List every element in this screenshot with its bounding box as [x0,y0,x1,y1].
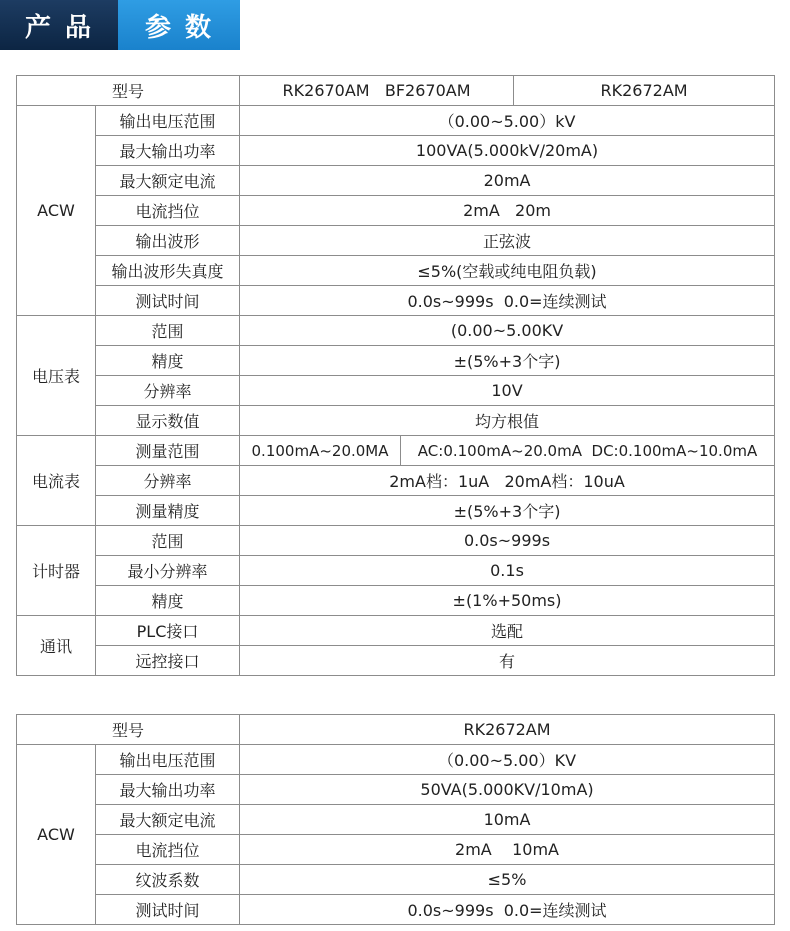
table-row [17,226,775,256]
header-model: RK2672AM [240,715,775,745]
table-row [17,466,775,496]
param-label: 最小分辨率 [96,556,240,586]
param-label: 输出电压范围 [96,745,240,775]
group-label-voltmeter: 电压表 [17,316,96,436]
param-value: 20mA [240,166,775,196]
param-value: 0.0s~999s [240,526,775,556]
header-label: 型号 [17,715,240,745]
header-row [17,76,775,106]
param-value: 10V [240,376,775,406]
param-value: 100VA(5.000kV/20mA) [240,136,775,166]
group-label-comm: 通讯 [17,616,96,676]
param-label: 电流挡位 [96,835,240,865]
param-label: 范围 [96,316,240,346]
param-label: 测量范围 [96,436,240,466]
spec-table-rk2670am [16,75,775,676]
param-label: 分辨率 [96,376,240,406]
table-row [17,376,775,406]
header-row [17,715,775,745]
group-label-timer: 计时器 [17,526,96,616]
table-row [17,586,775,616]
param-value: （0.00~5.00）KV [240,745,775,775]
header-model-a: RK2670AM BF2670AM [240,76,514,106]
param-label: 显示数值 [96,406,240,436]
table-row [17,775,775,805]
param-value: 选配 [240,616,775,646]
param-value: ±(5%+3个字) [240,496,775,526]
banner-title-part1: 产品 [0,0,118,50]
param-value: 50VA(5.000KV/10mA) [240,775,775,805]
table-row [17,496,775,526]
param-label: 输出波形 [96,226,240,256]
param-label: 纹波系数 [96,865,240,895]
param-value: (0.00~5.00KV [240,316,775,346]
table-row [17,256,775,286]
table-row [17,646,775,676]
banner-title-part2: 参数 [118,0,240,50]
table-row [17,406,775,436]
table-row [17,286,775,316]
param-value: ±(5%+3个字) [240,346,775,376]
table-row [17,745,775,775]
table-row [17,616,775,646]
table-row [17,835,775,865]
param-label: 最大额定电流 [96,166,240,196]
group-label-acw: ACW [17,106,96,316]
table-row [17,346,775,376]
table-row [17,316,775,346]
param-value: 0.1s [240,556,775,586]
table-row [17,196,775,226]
table-row [17,556,775,586]
param-value: 2mA档：1uA 20mA档：10uA [240,466,775,496]
param-label: 远控接口 [96,646,240,676]
param-label: 范围 [96,526,240,556]
param-value: ≤5%(空载或纯电阻负载) [240,256,775,286]
param-label: 最大输出功率 [96,136,240,166]
table-row [17,166,775,196]
table-row [17,436,775,466]
param-label: 测量精度 [96,496,240,526]
param-value: 有 [240,646,775,676]
group-label-acw: ACW [17,745,96,925]
param-value: （0.00~5.00）kV [240,106,775,136]
param-label: 精度 [96,346,240,376]
group-label-ammeter: 电流表 [17,436,96,526]
param-label: 分辨率 [96,466,240,496]
param-label: 输出波形失真度 [96,256,240,286]
param-value: ≤5% [240,865,775,895]
param-value-range-b: AC:0.100mA~20.0mA DC:0.100mA~10.0mA [401,436,775,466]
param-value: 10mA [240,805,775,835]
param-value: 0.0s~999s 0.0=连续测试 [240,286,775,316]
param-value: 正弦波 [240,226,775,256]
param-label: 最大额定电流 [96,805,240,835]
table-row [17,805,775,835]
param-value: ±(1%+50ms) [240,586,775,616]
table-row [17,136,775,166]
table-row [17,865,775,895]
param-label: 电流挡位 [96,196,240,226]
param-value-range-a: 0.100mA~20.0MA [240,436,401,466]
section-banner [0,0,240,50]
table-row [17,895,775,925]
param-label: 最大输出功率 [96,775,240,805]
param-label: PLC接口 [96,616,240,646]
param-label: 精度 [96,586,240,616]
param-label: 测试时间 [96,286,240,316]
param-label: 输出电压范围 [96,106,240,136]
header-model-b: RK2672AM [514,76,775,106]
param-value: 2mA 20m [240,196,775,226]
table-row [17,526,775,556]
spec-table-rk2672am [16,714,775,925]
param-value: 2mA 10mA [240,835,775,865]
param-label: 测试时间 [96,895,240,925]
param-value: 均方根值 [240,406,775,436]
param-value: 0.0s~999s 0.0=连续测试 [240,895,775,925]
table-row [17,106,775,136]
header-label: 型号 [17,76,240,106]
